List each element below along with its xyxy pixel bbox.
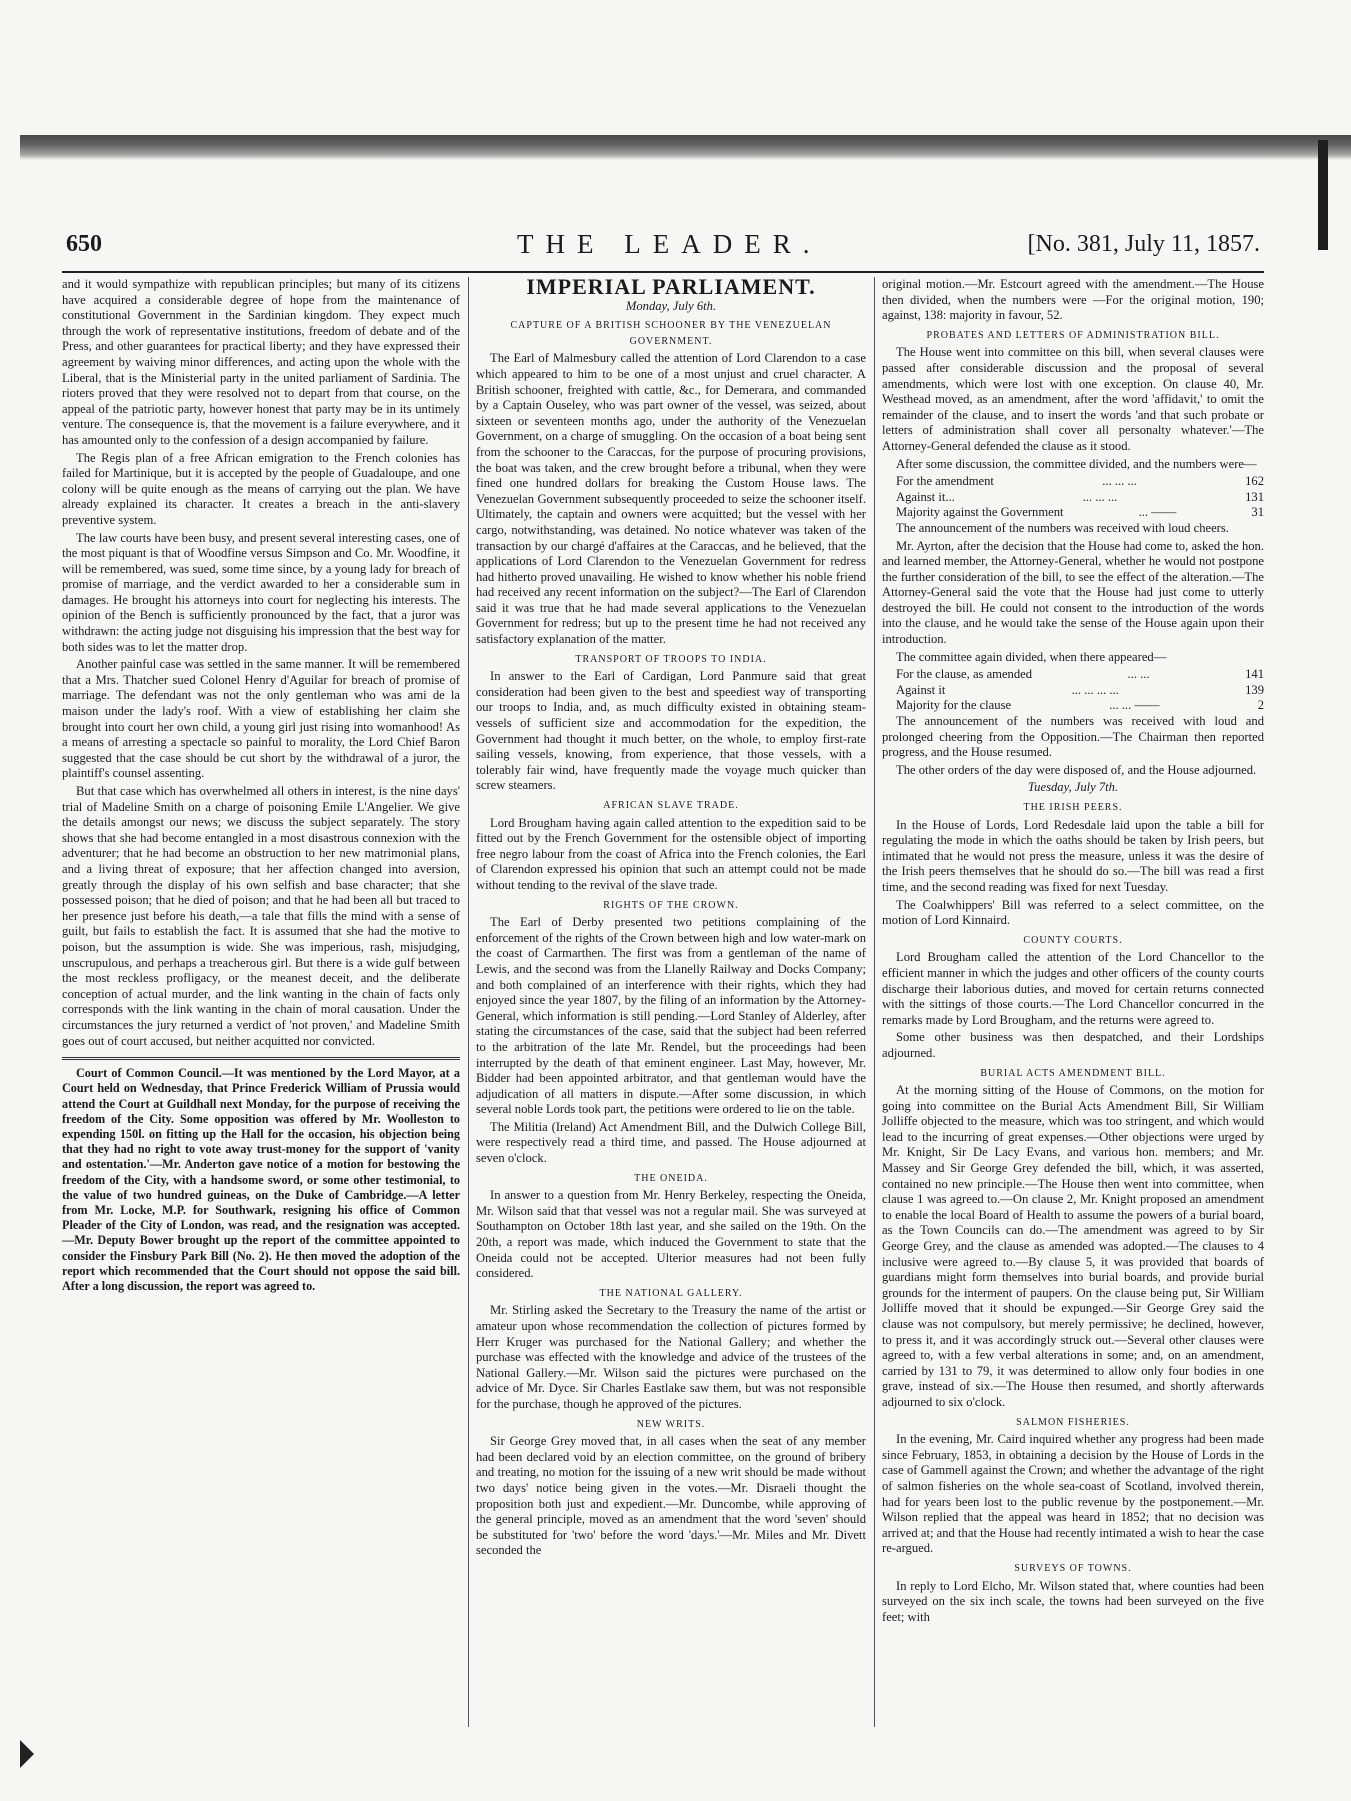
paragraph: The Earl of Malmesbury called the attention of Lord Clarendon to a case which appeared to him to be one of a most unjust and cruel character. A British schooner, freighted with cattle, &c., for Demerara, and commanded by a Captain Ouseley, who was part owner of the vessel, was seized, about sixteen or seventeen months ago, under the authority of the Venezuelan Government, on a charge of smuggling. On the occasion of a boat being sent from the schooner to the Caraccas, for the purpose of procuring provisions, the boat was taken, and the crew brought before a tribunal, when they were fined one hundred dollars for breaking the Custom House laws. The Venezuelan Government subsequently proceeded to seize the schooner itself. Ultimately, the captain and owners were acquitted; but the vessel with her cargo, notwithstanding, was detained. No notice whatever was taken of the transaction by our chargé d'affaires at the Caraccas, and he believed, that the applications of Lord Clarendon to the Venezuelan Government for redress had hitherto proved unavailing. He wished to know whether his noble friend had received any recent information on the subject?—The Earl of Clarendon said it was true that he had made several applications to the Venezuelan Government for redress; but up to the present time he had not received any satisfactory explanation of the matter. bbox=[476, 351, 866, 647]
division-label: For the clause, as amended bbox=[896, 667, 1033, 682]
division-dots: ... ... —— bbox=[1109, 698, 1160, 713]
date-line: Monday, July 6th. bbox=[625, 298, 717, 313]
column-rule bbox=[874, 277, 875, 1727]
paragraph: Lord Brougham called the attention of the Lord Chancellor to the efficient manner in which the judges and other officers of the county courts discharge their laborious duties, and moved for certain returns connected with the sittings of those courts.—The Lord Chancellor concurred in the remarks made by Lord Brougham, and the returns were agreed to. bbox=[882, 950, 1264, 1027]
paragraph: Mr. Stirling asked the Secretary to the Treasury the name of the artist or amateur upon whose recommendation the collection of pictures formed by Herr Kruger was purchased for the National Gallery; and whether the purchase was effected with the knowledge and advice of the trustees of the National Gallery.—Mr. Wilson said the pictures were purchased on the advice of Mr. Dyce. Sir Charles Eastlake saw them, but was not responsible for the purchase, though he approved of the pictures. bbox=[476, 1303, 866, 1411]
paragraph: In reply to Lord Elcho, Mr. Wilson stated that, where counties had been surveyed on the six inch scale, the towns had been surveyed on the five feet; with bbox=[882, 1578, 1264, 1624]
subheading: AFRICAN SLAVE TRADE. bbox=[603, 800, 739, 811]
paragraph: At the morning sitting of the House of Commons, on the motion for going into committee on the Burial Acts Amendment Bill, Sir William Jolliffe objected to the measure, which was too stringent, and which would lead to the incurring of great expenses.—Other objections were urged by Mr. Knight, Sir De Lacy Evans, and various hon. members; and Mr. Massey and Sir George Grey defended the bill, which, it was asserted, contained no new principle.—The House then went into committee, when clause 1 was agreed to.—On clause 2, Mr. Knight proposed an amendment to enable the local Board of Health to assume the powers of a burial board, as the Town Councils can do.—The amendment was agreed to by Sir George Grey, and the clause as amended was adopted.—The clauses to 4 inclusive were agreed to.—By clause 5, it was provided that boards of guardians might form themselves into burial boards, and provide burial grounds for the interment of paupers. On the clause being put, Sir William Jolliffe moved that it should be expunged.—Sir George Grey said the clause was not compulsory, but merely permissive; he declined, however, to press it, and it was accordingly struck out.—Several other clauses were agreed to, with a few verbal alterations in some; and, on an amendment, carried by 131 to 79, it was determined to allow only four bodies in one grave, instead of six.—The House then resumed, and shortly afterwards adjourned to six o'clock. bbox=[882, 1083, 1264, 1409]
subheading: TRANSPORT OF TROOPS TO INDIA. bbox=[575, 653, 767, 665]
division-row bbox=[882, 490, 1264, 506]
division-dots: ... ... ... ... bbox=[1071, 682, 1119, 697]
division-row bbox=[882, 474, 1264, 490]
division-label: Majority for the clause bbox=[896, 698, 1012, 713]
division-dots: ... ... ... bbox=[1082, 489, 1118, 504]
page-number: 650 bbox=[66, 231, 102, 257]
division-dots: ... ... bbox=[1127, 667, 1150, 682]
paragraph: The other orders of the day were disposed of, and the House adjourned. bbox=[896, 762, 1257, 777]
paragraph: original motion.—Mr. Estcourt agreed with the amendment.—The House then divided, when the numbers were —For the original motion, 190; against, 138: majority in favour, 52. bbox=[882, 277, 1264, 323]
subheading: NEW WRITS. bbox=[636, 1418, 706, 1430]
paragraph: The committee again divided, when there appeared— bbox=[896, 649, 1167, 664]
paragraph: In answer to a question from Mr. Henry Berkeley, respecting the Oneida, Mr. Wilson said that that vessel was not a regular mail. She was surveyed at Southampton on October 18th last year, and she sailed on the 19th. On the 20th, a report was made, which induced the Government to state that the Oneida could not be accepted. Ulterior measures had not been fully considered. bbox=[476, 1188, 866, 1281]
paragraph: Sir George Grey moved that, in all cases when the seat of any member had been declared void by an election committee, on the ground of bribery and treating, no motion for the issuing of a new writ should be made without two days' notice being given in the votes.—Mr. Disraeli thought the proposition both just and expedient.—Mr. Duncombe, while approving of the general principle, moved as an amendment that the word 'seven' should be substituted for 'two' before the word 'days.'—Mr. Miles and Mr. Divett seconded the bbox=[476, 1434, 866, 1558]
subheading: COUNTY COURTS. bbox=[1023, 934, 1123, 946]
paragraph: The Regis plan of a free African emigration to the French colonies has failed for Martinique, but it is accepted by the people of Guadaloupe, and one colony will be quite enough as the means of carrying out the plan. We have already explained its character. It creates a breach in the anti-slavery preventive system. bbox=[62, 450, 460, 527]
paragraph: The law courts have been busy, and present several interesting cases, one of the most piquant is that of Woodfine versus Simpson and Co. Mr. Woodfine, it will be remembered, was sued, some time since, by a young lady for breach of promise of marriage, and the verdict awarded to her a considerable sum in damages. He brought his attorneys into court for neglecting his interests. The opinion of the Bench is sufficiently pronounced by the fact, that a juror was withdrawn: the acting judge not disguising his impression that the best way for both sides was to let the matter drop. bbox=[62, 530, 460, 654]
subheading: THE NATIONAL GALLERY. bbox=[599, 1287, 743, 1299]
paragraph: But that case which has overwhelmed all others in interest, is the nine days' trial of Madeline Smith on a charge of poisoning Emile L'Angelier. We give the details amongst our news; we discuss the subject separately. The story shows that she had become entangled in a most disastrous connexion with the adventurer; that he had become an obstruction to her new matrimonial plans, and a living threat of exposure; that her affection changed into aversion, greatly through the display of his own selfish and base character; that she possessed poison; that he died of poison; and that he had been all but traced to her presence just before his death,—a tale that fills the mind with a sense of guilt, but fails to establish the fact. It is assumed that she had the motive to poison, but the assumption is wide. She was imperious, rash, misjudging, unscrupulous, and perhaps a treacherous girl. But there is a wide gulf between the most reckless profligacy, or the meanest deceit, and the deliberate conception of actual murder, and the link wanting in the chain of facts only corresponds with the link wanting in the chain of moral causation. Under the circumstances the jury returned a verdict of 'not proven,' and Madeline Smith goes out of court accused, but neither acquitted nor convicted. bbox=[62, 784, 460, 1048]
paragraph: Lord Brougham having again called attention to the expedition said to be fitted out by the French Government for the ostensible object of importing free negro labour from the coast of Africa into the French colonies, the Earl of Clarendon expressed his opinion that such an attempt could not be made without tending to the revival of the slave trade. bbox=[476, 815, 866, 892]
newspaper-page bbox=[62, 225, 1264, 1730]
paragraph: The announcement of the numbers was received with loud cheers. bbox=[896, 520, 1229, 535]
paragraph: After some discussion, the committee divided, and the numbers were— bbox=[896, 456, 1257, 471]
column-3 bbox=[882, 277, 1264, 1627]
division-row bbox=[882, 667, 1264, 683]
paragraph: Another painful case was settled in the same manner. It will be remembered that a Mrs. Thatcher sued Colonel Henry d'Aguilar for breach of promise of marriage. The defendant was not the only gentleman who was ami de la maison under the lady's roof. With a view of establishing her claim she brought into court her own child, a young girl just rising into womanhood! As a means of arresting a spectacle so painful to morality, the Lord Chief Baron suggested that the case should be cut short by the withdrawal of a juror, the plaintiff's counsel assenting. bbox=[62, 657, 460, 781]
division-label: Against it... bbox=[896, 489, 955, 504]
issue-line: [No. 381, July 11, 1857. bbox=[1027, 231, 1260, 257]
scan-binding-mark bbox=[1318, 140, 1328, 250]
division-label: Majority against the Government bbox=[896, 505, 1064, 520]
masthead: THE LEADER. bbox=[517, 229, 822, 259]
division-number: 131 bbox=[1245, 489, 1264, 504]
paragraph: The Militia (Ireland) Act Amendment Bill, and the Dulwich College Bill, were respectively read a third time, and passed. The House adjourned at seven o'clock. bbox=[476, 1119, 866, 1166]
subheading: THE IRISH PEERS. bbox=[1023, 802, 1123, 813]
division-label: Against it bbox=[896, 682, 946, 697]
division-number: 31 bbox=[1251, 505, 1264, 520]
divider bbox=[62, 1057, 460, 1060]
paragraph: and it would sympathize with republican principles; but many of its citizens have acquired a considerable degree of hope from the maintenance of constitutional Government in the Sardinian kingdom. They expect much through the work of representative institutions, freedom of debate and of the Press, and other guarantees for practical liberty; and they have expressed their agreement by waiving minor differences, and acting upon the whole with the Liberal, that is the Ministerial party in the united parliament of Sardinia. The rioters proved that they were resolved not to depart from that course, on the appeal of the patriotic party, however honest that party may be in its untimely venture. The consequence is, that the movement is a failure everywhere, and it has amounted only to the confession of a design accompanied by failure. bbox=[62, 277, 460, 447]
division-number: 162 bbox=[1245, 474, 1264, 489]
division-row bbox=[882, 698, 1264, 714]
paragraph: Mr. Ayrton, after the decision that the House had come to, asked the hon. and learned member, the Attorney-General, whether he would not postpone the further consideration of the bill, to see the effect of the alteration.—The Attorney-General said the vote that the House had just come to utterly destroyed the bill. He could not consent to the introduction of the words into the clause, and he would take the sense of the House again upon their introduction. bbox=[882, 538, 1264, 647]
column-2 bbox=[476, 274, 866, 1561]
column-rule bbox=[468, 277, 469, 1727]
paragraph: The House went into committee on this bill, when several clauses were passed after considerable discussion and the proposal of several amendments, which were lost with one exception. On clause 40, Mr. Westhead moved, as an amendment, after the word 'affidavit,' to omit the remainder of the clause, and to insert the words 'and that such probate or letters of administration shall cover all personalty whatever.'—The Attorney-General defended the clause as it stood. bbox=[882, 345, 1264, 453]
date-line: Tuesday, July 7th. bbox=[1027, 780, 1119, 795]
division-row bbox=[882, 505, 1264, 521]
scan-edge bbox=[20, 135, 1351, 160]
subheading: PROBATES AND LETTERS OF ADMINISTRATION BILL. bbox=[926, 329, 1220, 341]
page-header bbox=[62, 225, 1264, 273]
subheading: SURVEYS OF TOWNS. bbox=[1014, 1562, 1132, 1574]
paragraph: The Earl of Derby presented two petitions complaining of the enforcement of the rights of the Crown between high and low water-mark on the coast of Carmarthen. The first was from a gentleman of the name of Lewis, and the second was from the Llanelly Railway and Docks Company; and both complained of an interference with their rights, which they had enjoyed since the year 1807, by the filing of an information by the Attorney-General, which information is still pending.—Lord Stanley of Alderley, after stating the circumstances of the case, said that the subject had been referred to the arbitration of the late Mr. Rendel, but the proceedings had been interrupted by the death of that eminent engineer. Last May, however, Mr. Bidder had been appointed arbitrator, and that gentleman would have the adjudication of all matters in dispute.—After some discussion, in which several noble Lords took part, the petitions were ordered to lie on the table. bbox=[476, 915, 866, 1117]
paragraph: The announcement of the numbers was received with loud and prolonged cheering from the Opposition.—The Chairman then reported progress, and the House resumed. bbox=[882, 714, 1264, 760]
division-dots: ... ... ... bbox=[1102, 474, 1137, 489]
division-dots: ... —— bbox=[1138, 505, 1177, 520]
division-number: 2 bbox=[1257, 698, 1264, 713]
paragraph: Some other business was then despatched, and their Lordships adjourned. bbox=[882, 1030, 1264, 1060]
subheading: RIGHTS OF THE CROWN. bbox=[603, 899, 739, 911]
paragraph: The Coalwhippers' Bill was referred to a select committee, on the motion of Lord Kinnaird. bbox=[882, 897, 1264, 928]
court-of-common-council-paragraph: Court of Common Council.—It was mentioned by the Lord Mayor, at a Court held on Wednesday, that Prince Frederick William of Prussia would attend the Court at Guildhall next Monday, for the purpose of receiving the freedom of the City. Some opposition was offered by Mr. Woolleston to expending 150l. on fitting up the Hall for the occasion, his objection being that they had no right to vote away trust-money for the support of 'vanity and ostentation.'—Mr. Anderton gave notice of a motion for bestowing the freedom of the City, with a handsome sword, or some other testimonial, to the value of two hundred guineas, on the Duke of Cambridge.—A letter from Mr. Locke, M.P. for Southwark, resigning his office of Common Pleader of the City of London, was read, and the resignation was accepted.—Mr. Deputy Bower brought up the report of the committee appointed to consider the Finsbury Park Bill (No. 2). He then moved the adoption of the report which recommended that the Court should not oppose the said bill. After a long discussion, the report was agreed to. bbox=[62, 1066, 460, 1293]
division-number: 139 bbox=[1245, 682, 1264, 697]
division-label: For the amendment bbox=[896, 474, 994, 489]
subheading: CAPTURE OF A BRITISH SCHOONER BY THE VENEZUELAN GOVERNMENT. bbox=[510, 320, 832, 347]
paragraph: In answer to the Earl of Cardigan, Lord Panmure said that great consideration had been given to the best and speediest way of transporting our troops to India, and, as much difficulty existed in obtaining steam-vessels of sufficient size and accommodation for the expedition, the Government had thought it much better, on the whole, to employ first-rate sailing vessels, knowing, from experience, that those vessels, with a tolerably fair wind, have frequently made the voyage much quicker than screw steamers. bbox=[476, 669, 866, 793]
division-row bbox=[882, 683, 1264, 699]
scan-corner-mark bbox=[20, 1740, 34, 1768]
subheading: SALMON FISHERIES. bbox=[1016, 1416, 1130, 1428]
subheading: THE ONEIDA. bbox=[634, 1172, 708, 1184]
paragraph: In the House of Lords, Lord Redesdale laid upon the table a bill for regulating the mode in which the oaths should be taken by Irish peers, but intimated that he would not press the measure, unless it was the desire of the Irish peers themselves that he should do so.—The bill was read a first time, and the second reading was fixed for next Tuesday. bbox=[882, 817, 1264, 894]
subheading: BURIAL ACTS AMENDMENT BILL. bbox=[980, 1067, 1166, 1079]
division-number: 141 bbox=[1245, 667, 1264, 682]
section-title: IMPERIAL PARLIAMENT. bbox=[526, 274, 816, 299]
column-1 bbox=[62, 277, 460, 1296]
paragraph: In the evening, Mr. Caird inquired whether any progress had been made since February, 1853, in obtaining a decision by the House of Lords in the case of Gammell against the Crown; and whether the advantage of the right of salmon fisheries on the whole sea-coast of Scotland, involved therein, had for years been lost to the public revenue by the postponement.—Mr. Wilson replied that the appeal was heard in 1852; that no decision was arrived at; and that the House had recently intimated a wish to hear the case re-argued. bbox=[882, 1432, 1264, 1556]
